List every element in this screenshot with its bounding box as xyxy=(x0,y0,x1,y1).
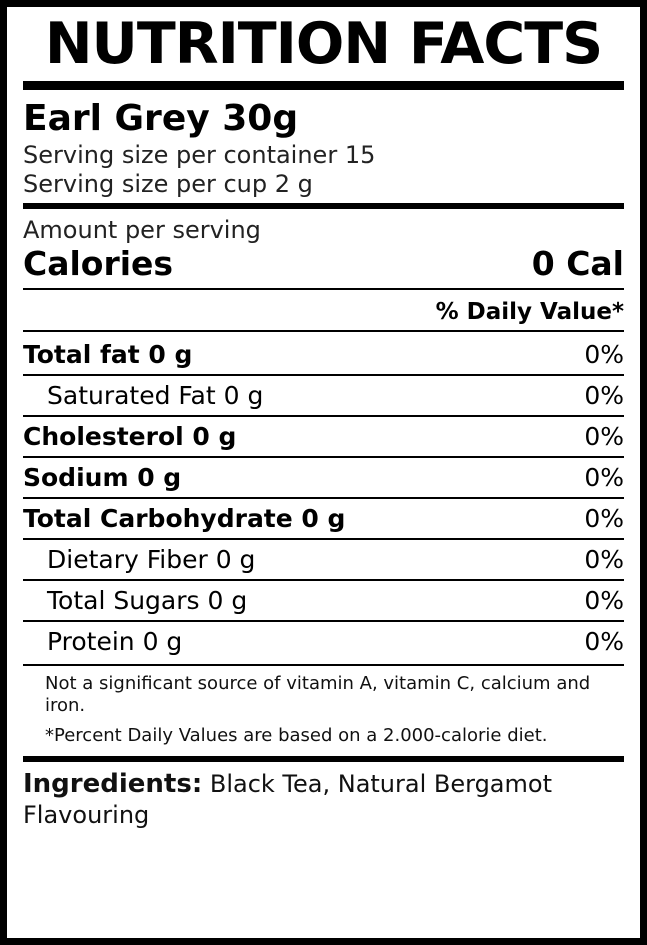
nutrient-row-cholesterol xyxy=(23,417,624,456)
nutrient-dv: 0% xyxy=(584,339,624,369)
divider-after-serving xyxy=(23,203,624,209)
nutrient-name: Dietary Fiber 0 g xyxy=(47,544,256,574)
ingredients-text: Black Tea, Natural Bergamot Flavouring xyxy=(23,770,552,830)
ingredients-section xyxy=(23,769,624,830)
nutrient-dv: 0% xyxy=(584,585,624,615)
nutrient-dv: 0% xyxy=(584,421,624,451)
nutrient-row-dietary-fiber xyxy=(23,540,624,579)
calories-value: 0 Cal xyxy=(531,243,624,283)
divider-thick-top xyxy=(23,81,624,90)
nutrient-row-saturated-fat xyxy=(23,376,624,415)
nutrient-name: Saturated Fat 0 g xyxy=(47,380,264,410)
nutrient-dv: 0% xyxy=(584,503,624,533)
amount-per-serving-label: Amount per serving xyxy=(23,215,261,244)
calories-label: Calories xyxy=(23,243,174,283)
divider-after-calories xyxy=(23,288,624,290)
nutrient-dv: 0% xyxy=(584,626,624,656)
nutrient-row-protein xyxy=(23,622,624,661)
nutrient-dv: 0% xyxy=(584,462,624,492)
nutrient-dv: 0% xyxy=(584,380,624,410)
footnote-daily-values: *Percent Daily Values are based on a 2.000-calorie diet. xyxy=(45,724,548,746)
serving-per-container: Serving size per container 15 xyxy=(23,141,376,170)
serving-per-cup: Serving size per cup 2 g xyxy=(23,169,313,198)
divider-before-nutrients xyxy=(23,330,624,332)
nutrient-row-total-carbohydrate xyxy=(23,499,624,538)
daily-value-header: % Daily Value* xyxy=(435,298,624,325)
page-title: NUTRITION FACTS xyxy=(44,11,603,77)
divider-after-nutrients xyxy=(23,664,624,666)
footnote-vitamins: Not a significant source of vitamin A, vitamin C, calcium and iron. xyxy=(45,672,591,717)
product-name: Earl Grey 30g xyxy=(23,97,299,139)
nutrient-name: Total fat 0 g xyxy=(23,339,193,369)
nutrient-name: Total Carbohydrate 0 g xyxy=(23,503,346,533)
nutrient-dv: 0% xyxy=(584,544,624,574)
nutrient-name: Sodium 0 g xyxy=(23,462,182,492)
nutrient-name: Protein 0 g xyxy=(47,626,183,656)
ingredients-label: Ingredients: xyxy=(23,769,203,800)
nutrient-name: Cholesterol 0 g xyxy=(23,421,237,451)
nutrient-row-sodium xyxy=(23,458,624,497)
calories-row xyxy=(23,244,624,283)
divider-before-ingredients xyxy=(23,756,624,762)
nutrient-row-total-sugars xyxy=(23,581,624,620)
nutrient-row-total-fat xyxy=(23,335,624,374)
nutrient-name: Total Sugars 0 g xyxy=(47,585,248,615)
